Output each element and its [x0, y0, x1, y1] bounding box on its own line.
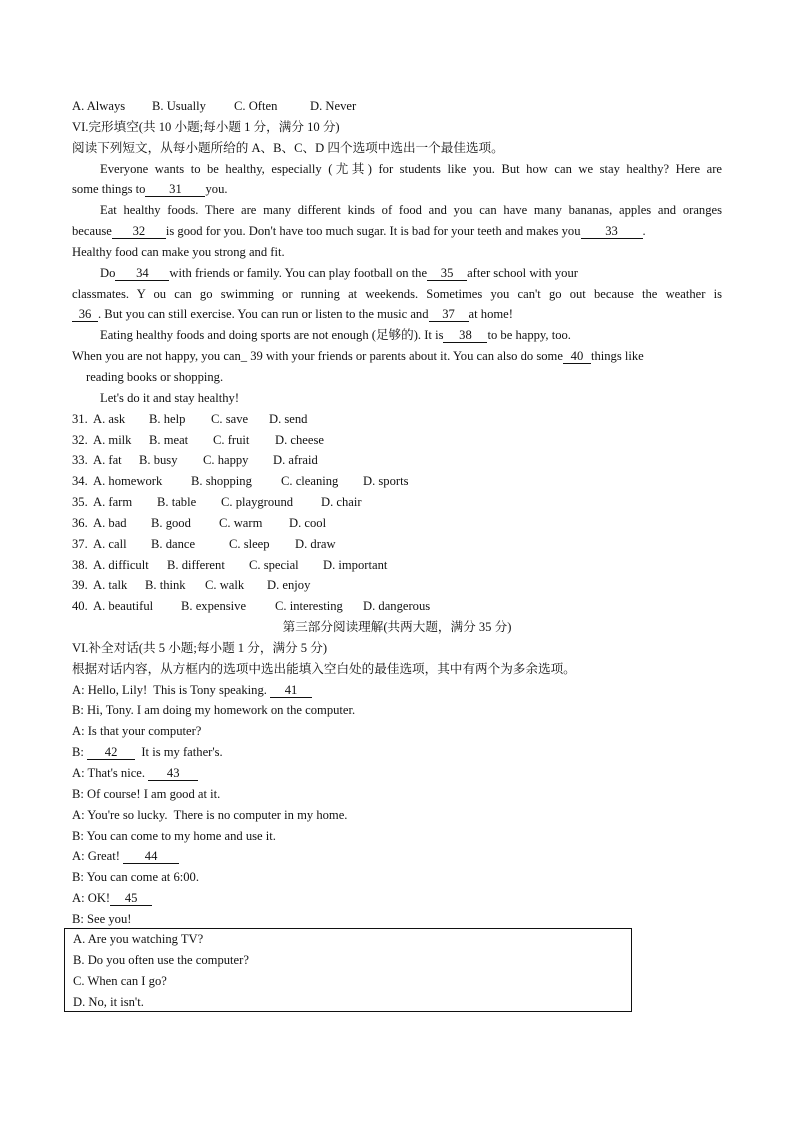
question-number: 40. — [72, 599, 88, 614]
dialogue — [72, 680, 722, 930]
question-option: C. warm — [219, 515, 263, 530]
question-list — [72, 409, 722, 617]
passage-line: because 32 is good for you. Don't have too much sugar. It is bad for your teeth and makes you 33 . — [72, 224, 646, 239]
question-option: C. walk — [205, 578, 245, 593]
passage-line: 36 . But you can still exercise. You can run or listen to the music and 37 at home! — [72, 304, 722, 325]
question-32 — [72, 430, 722, 451]
question-option: D. draw — [295, 536, 336, 551]
question-option: B. good — [151, 515, 191, 530]
question-33 — [72, 450, 722, 471]
question-option: C. fruit — [213, 432, 250, 447]
part3-title: 第三部分阅读理解(共两大题，满分 35 分) — [282, 620, 512, 635]
question-option: A. difficult — [93, 557, 149, 572]
question-number: 33. — [72, 453, 88, 468]
passage-line: Do 34 with friends or family. You can play football on the 35 after school with your — [100, 265, 578, 280]
section6-title: VI.完形填空(共 10 小题;每小题 1 分，满分 10 分) — [72, 119, 340, 134]
question-option: A. fat — [93, 453, 122, 468]
section7-title: VI.补全对话(共 5 小题;每小题 1 分，满分 5 分) — [72, 640, 328, 655]
question-option: B. meat — [149, 432, 189, 447]
dialogue-line: B: See you! — [72, 911, 132, 926]
blank-38: 38 — [443, 328, 487, 343]
question-option: C. happy — [203, 453, 249, 468]
question-40 — [72, 596, 722, 617]
blank-41: 41 — [270, 683, 312, 698]
question-option: A. farm — [93, 495, 133, 510]
blank-31: 31 — [145, 182, 205, 197]
passage-line: some things to 31 you. — [72, 182, 228, 197]
blank-42: 42 — [87, 745, 135, 760]
blank-40: 40 — [563, 349, 591, 364]
question-number: 36. — [72, 515, 88, 530]
question-option: C. playground — [221, 495, 294, 510]
options-box — [64, 928, 632, 1012]
question-option: B. help — [149, 411, 186, 426]
question-number: 35. — [72, 495, 88, 510]
question-36 — [72, 513, 722, 534]
dialogue-line: A: Hello, Lily! This is Tony speaking. 41 — [72, 680, 722, 701]
question-number: 37. — [72, 536, 88, 551]
section6-instruction: 阅读下列短文，从每小题所给的 A、B、C、D 四个选项中选出一个最佳选项。 — [72, 140, 504, 155]
blank-32: 32 — [112, 224, 166, 239]
box-option-d: D. No, it isn't. — [73, 994, 144, 1009]
blank-34: 34 — [115, 266, 169, 281]
blank-43: 43 — [148, 766, 198, 781]
passage-line: When you are not happy, you can_ 39 with your friends or parents about it. You can also do some 40 things like — [72, 349, 644, 364]
question-option: D. afraid — [273, 453, 318, 468]
section7-instruction: 根据对话内容，从方框内的选项中选出能填入空白处的最佳选项，其中有两个为多余选项。 — [72, 661, 576, 676]
question-option: B. dance — [151, 536, 196, 551]
box-option-a: A. Are you watching TV? — [73, 932, 204, 946]
dialogue-line: B: You can come to my home and use it. — [72, 828, 276, 843]
question-option: A. call — [93, 536, 127, 551]
question-option: A. ask — [93, 411, 126, 426]
blank-45: 45 — [110, 891, 152, 906]
dialogue-line: A: That's nice. 43 — [72, 763, 722, 784]
passage-line: classmates. Y ou can go swimming or running at weekends. Sometimes you can't go out because the weather is — [72, 286, 722, 301]
question-option: C. cleaning — [281, 474, 339, 489]
question-option: D. important — [323, 557, 388, 572]
question-34 — [72, 471, 722, 492]
question-35 — [72, 492, 722, 513]
question-option: A. bad — [93, 515, 127, 530]
passage-line: Eating healthy foods and doing sports are not enough (足够的). It is 38 to be happy, too. — [100, 328, 571, 343]
question-option: B. table — [157, 495, 197, 510]
question-option: C. interesting — [275, 599, 343, 614]
question-option: D. send — [269, 411, 308, 426]
blank-44: 44 — [123, 849, 179, 864]
dialogue-line: A: You're so lucky. There is no computer in my home. — [72, 807, 348, 822]
dialogue-line: B: 42 It is my father's. — [72, 745, 223, 760]
question-option: B. busy — [139, 453, 178, 468]
question-option: A. talk — [93, 578, 128, 593]
passage-line: Healthy food can make you strong and fit. — [72, 244, 285, 259]
question-option: D. dangerous — [363, 599, 431, 614]
q30-options — [72, 96, 722, 117]
dialogue-line: B: Hi, Tony. I am doing my homework on the computer. — [72, 703, 356, 718]
question-option: C. special — [249, 557, 299, 572]
question-option: A. milk — [93, 432, 132, 447]
box-option-b: B. Do you often use the computer? — [73, 952, 249, 967]
question-option: D. chair — [321, 495, 362, 510]
question-option: C. sleep — [229, 536, 270, 551]
dialogue-line: A: OK! 45 — [72, 888, 722, 909]
question-option: D. sports — [363, 474, 409, 489]
question-option: D. cheese — [275, 432, 324, 447]
dialogue-line: B: Of course! I am good at it. — [72, 786, 221, 801]
q30-option-d: D. Never — [310, 99, 357, 113]
question-39 — [72, 575, 722, 596]
passage-line: Everyone wants to be healthy, especially (尤其) for students like you. But how can we stay healthy? Here are — [100, 161, 722, 176]
question-option: A. beautiful — [93, 599, 154, 614]
dialogue-line: A: Is that your computer? — [72, 724, 202, 739]
question-number: 34. — [72, 474, 88, 489]
q30-option-b: B. Usually — [152, 99, 206, 113]
question-number: 32. — [72, 432, 88, 447]
dialogue-line: B: You can come at 6:00. — [72, 870, 199, 885]
question-37 — [72, 534, 722, 555]
q30-option-c: C. Often — [234, 99, 278, 113]
question-option: B. think — [145, 578, 186, 593]
question-number: 31. — [72, 411, 88, 426]
question-option: D. enjoy — [267, 578, 311, 593]
q30-option-a: A. Always — [72, 99, 126, 113]
question-number: 38. — [72, 557, 88, 572]
box-option-c: C. When can I go? — [73, 973, 167, 988]
blank-36: 36 — [72, 307, 98, 322]
question-option: D. cool — [289, 515, 327, 530]
passage-line: reading books or shopping. — [86, 369, 224, 384]
passage-line: Let's do it and stay healthy! — [100, 390, 240, 405]
question-38 — [72, 555, 722, 576]
blank-37: 37 — [429, 307, 469, 322]
question-option: B. expensive — [181, 599, 247, 614]
question-31 — [72, 409, 722, 430]
question-number: 39. — [72, 578, 88, 593]
blank-33: 33 — [581, 224, 643, 239]
question-option: B. different — [167, 557, 225, 572]
blank-35: 35 — [427, 266, 467, 281]
passage-line: Eat healthy foods. There are many different kinds of food and you can have many bananas, apples and oranges — [100, 203, 722, 218]
question-option: C. save — [211, 411, 249, 426]
question-option: A. homework — [93, 474, 163, 489]
exam-page — [72, 96, 722, 930]
dialogue-line: A: Great! 44 — [72, 846, 722, 867]
question-option: B. shopping — [191, 474, 252, 489]
